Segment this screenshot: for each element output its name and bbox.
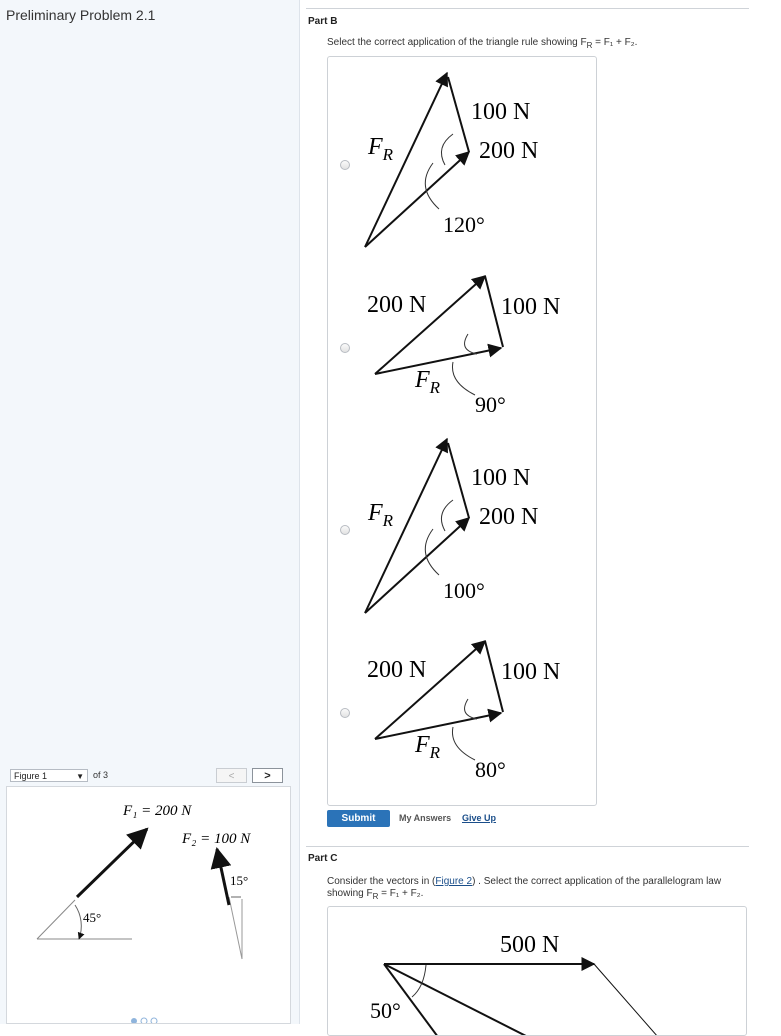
part-c-choices (327, 906, 747, 1036)
svg-text:500 N: 500 N (500, 932, 560, 958)
part-c-label: Part C (308, 853, 338, 864)
svg-text:FR: $F_R$ (415, 367, 441, 397)
figure-toolbar (8, 768, 291, 785)
choice-1-diagram (353, 69, 578, 249)
svg-text:FR: $F_R$ (368, 134, 394, 164)
left-pane (0, 0, 300, 1024)
choice-3-radio[interactable] (340, 525, 350, 535)
part-c-divider (306, 846, 749, 847)
part-b-prompt: Select the correct application of the triangle rule showing $F_R = F_1 + F_2$. (327, 37, 638, 50)
right-pane (306, 0, 781, 1024)
svg-text:200 N: 200 N (367, 292, 427, 318)
svg-text:90°: 90° (475, 392, 506, 417)
svg-text:50°: 50° (370, 998, 401, 1023)
part-b-divider (306, 8, 749, 9)
choice-4-diagram (353, 627, 578, 807)
choice-4-radio[interactable] (340, 708, 350, 718)
previous-figure-button[interactable]: < (216, 768, 247, 783)
svg-text:200 N: 200 N (479, 138, 539, 164)
my-answers-link[interactable]: My Answers (399, 813, 452, 823)
figure-1-diagram (7, 787, 290, 1023)
angle-15-label: 15° (230, 873, 249, 888)
figure-count: of 3 (93, 770, 109, 780)
part-b-choices (327, 56, 597, 806)
svg-text:FR: $F_R$ (368, 500, 394, 530)
part-b-label: Part B (308, 16, 338, 27)
svg-text:100 N: 100 N (501, 294, 561, 320)
svg-text:FR: $F_R$ (415, 732, 441, 762)
next-figure-button[interactable]: > (252, 768, 283, 783)
svg-text:80°: 80° (475, 757, 506, 782)
give-up-link[interactable]: Give Up (462, 813, 497, 823)
part-c-diagram (328, 907, 747, 1036)
angle-45-label: 45° (83, 910, 102, 925)
svg-text:120°: 120° (443, 212, 485, 237)
svg-text:200 N: 200 N (479, 504, 539, 530)
svg-text:100 N: 100 N (471, 465, 531, 491)
dropdown-arrow-icon: ▼ (76, 772, 84, 781)
f2-arrow (217, 849, 229, 905)
problem-title: Preliminary Problem 2.1 (6, 7, 156, 23)
submit-button[interactable]: Submit (327, 810, 390, 827)
figure-panel (6, 786, 291, 1024)
f2-label: F₂ = 100 N (182, 831, 251, 847)
part-c-prompt: Consider the vectors in (Figure 2) . Select the correct application of the parallelogram law showing $F_R = F_1 + F_2$. (327, 876, 722, 901)
svg-text:200 N: 200 N (367, 657, 427, 683)
svg-text:100°: 100° (443, 578, 485, 603)
choice-1-radio[interactable] (340, 160, 350, 170)
choice-2-radio[interactable] (340, 343, 350, 353)
choice-3-diagram (353, 435, 578, 615)
figure-select-value: Figure 1 (14, 771, 48, 781)
f1-label: F₁ = 200 N (123, 803, 192, 819)
figure-select[interactable] (10, 769, 88, 782)
figure-2-link[interactable]: Figure 2 (435, 876, 473, 887)
svg-text:100 N: 100 N (501, 659, 561, 685)
choice-2-diagram (353, 262, 578, 442)
f1-arrow (77, 829, 147, 897)
svg-text:100 N: 100 N (471, 99, 531, 125)
